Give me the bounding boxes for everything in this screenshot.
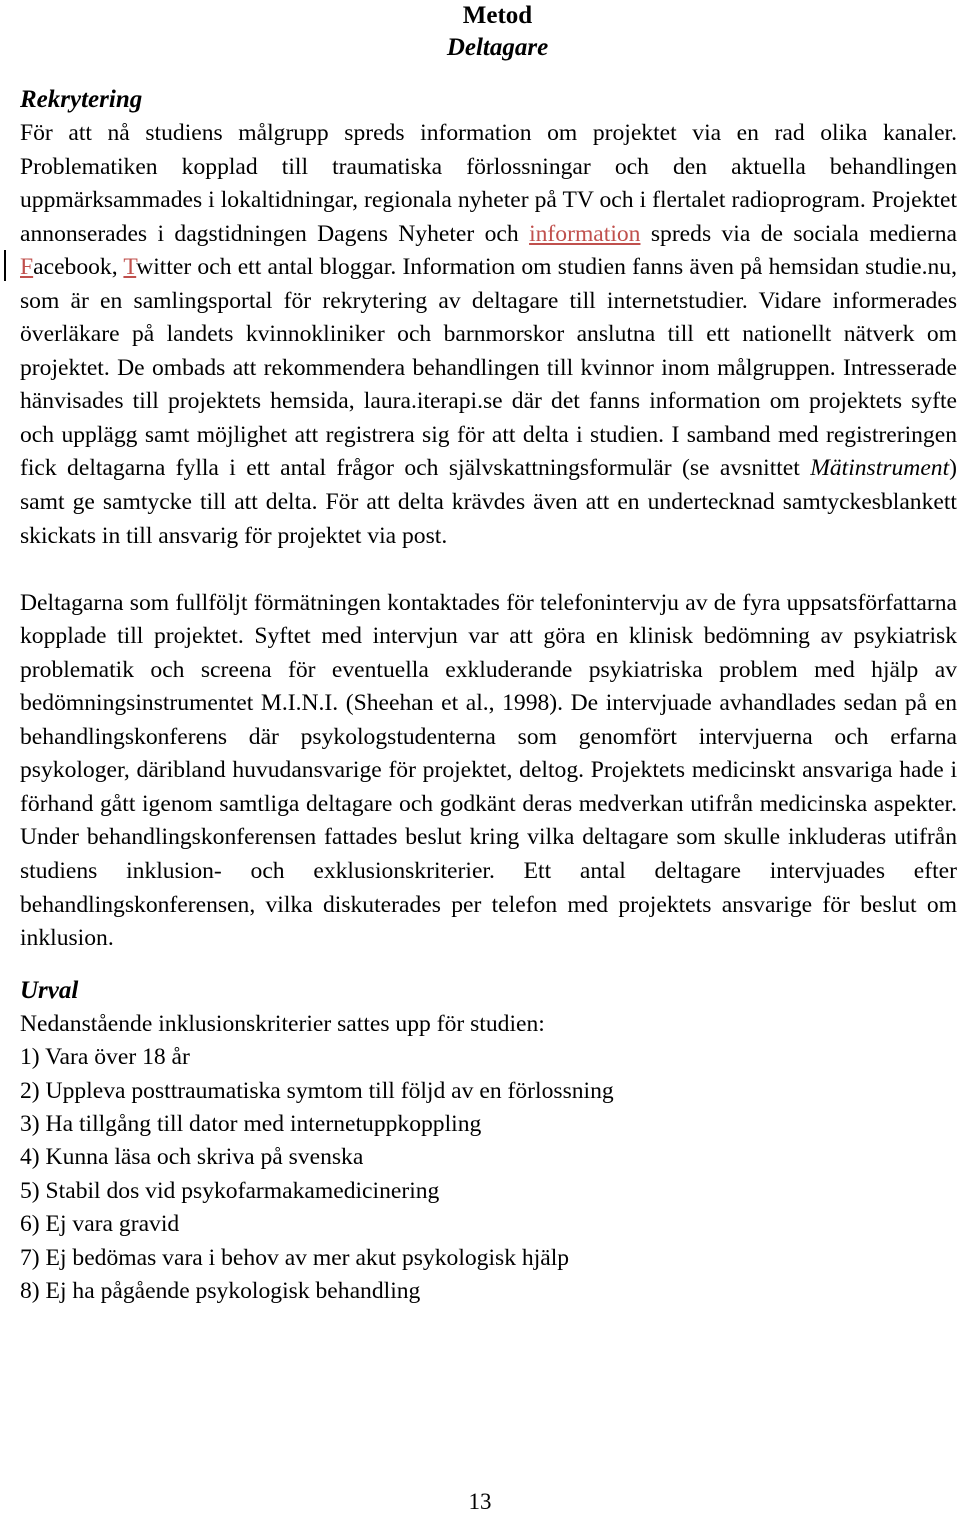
text-run: För att nå studiens målgrupp spreds information om projektet via en rad olika kanaler. Problematiken kopplad till traumatiska förlossningar och den aktuella behandlingen uppmärksammades i lokaltidningar, regionala nyheter på TV och i flertalet radioprogram. Projektet annonserades i dagstidningen Dagens Nyheter och (20, 120, 957, 247)
urval-intro: Nedanstående inklusionskriterier sattes upp för studien: (20, 1010, 545, 1037)
page-number: 13 (468, 1489, 492, 1514)
list-item: 6) Ej vara gravid (20, 1211, 180, 1238)
list-item: 3) Ha tillgång till dator med internetuppkoppling (20, 1110, 482, 1137)
list-item: 1) Vara över 18 år (20, 1044, 190, 1071)
tracked-change-f: F (20, 254, 34, 281)
text-run: witter och ett antal bloggar. Information om studien fanns även på hemsidan studie.nu, som är en samlingsportal för rekrytering av deltagare till internetstudier. Vidare informerades överläkare på landets kvinnokliniker och barnmorskor anslutna till ett nationellt nätverk om projektet. De ombads att rekommendera behandlingen till kvinnor inom målgruppen. Intresserade hänvisades till projektets hemsida, laura.iterapi.se där det fanns information om projektets syfte och upplägg samt möjlighet att registrera sig för att delta i studien. I samband med registreringen fick deltagarna fylla i ett antal frågor och självskattningsformulär (se avsnittet (20, 254, 957, 482)
paragraph-rekrytering (20, 117, 957, 553)
change-bar (4, 250, 6, 281)
tracked-change-t: T (123, 254, 137, 281)
text-run: spreds via de sociala medierna (640, 220, 957, 247)
heading-rekrytering: Rekrytering (20, 86, 143, 113)
paragraph-intervju: Deltagarna som fullföljt förmätningen kontaktades för telefonintervju av de fyra uppsatsförfattarna kopplade till projektet. Syftet med intervjun var att göra en klinisk bedömning av psykiatrisk problematik och screena för eventuella exkluderande psykiatriska problem med hjälp av bedömningsinstrumentet M.I.N.I. (Sheehan et al., 1998). De intervjuade avhandlades sedan på en behandlingskonferens där psykologstudenterna som genomfört intervjuerna och erfarna psykologer, däribland huvudansvarige för projektet, deltog. Projektets medicinskt ansvariga hade i förhand gått igenom samtliga deltagare och godkänt deras medverkan utifrån medicinska aspekter. Under behandlingskonferensen fattades beslut kring vilka deltagare som skulle inkluderas utifrån studiens inklusion- och exklusionskriterier. Ett antal deltagare intervjuades efter behandlingskonferensen, vilka diskuterades per telefon med projektets ansvarige för beslut om inklusion. (20, 589, 957, 952)
list-item: 4) Kunna läsa och skriva på svenska (20, 1144, 364, 1171)
list-item: 7) Ej bedömas vara i behov av mer akut psykologisk hjälp (20, 1244, 570, 1271)
list-item: 8) Ej ha pågående psykologisk behandling (20, 1278, 421, 1305)
list-item: 5) Stabil dos vid psykofarmakamedicinering (20, 1177, 440, 1204)
section-title: Metod (462, 2, 533, 29)
text-run: ) samt ge samtycke till att delta. För att delta krävdes även att en undertecknad samtyckesblankett skickats in till ansvarig för projektet via post. (20, 455, 957, 549)
tracked-change-information: information (529, 220, 641, 247)
italic-reference: Mätinstrument (810, 455, 950, 482)
text-run: acebook, (33, 254, 124, 281)
paragraph-gap (20, 553, 957, 587)
section-subtitle: Deltagare (446, 34, 549, 61)
document-page (20, 0, 957, 1308)
heading-urval: Urval (20, 976, 79, 1004)
criteria-list (20, 1041, 957, 1308)
list-item: 2) Uppleva posttraumatiska symtom till följd av en förlossning (20, 1077, 614, 1104)
